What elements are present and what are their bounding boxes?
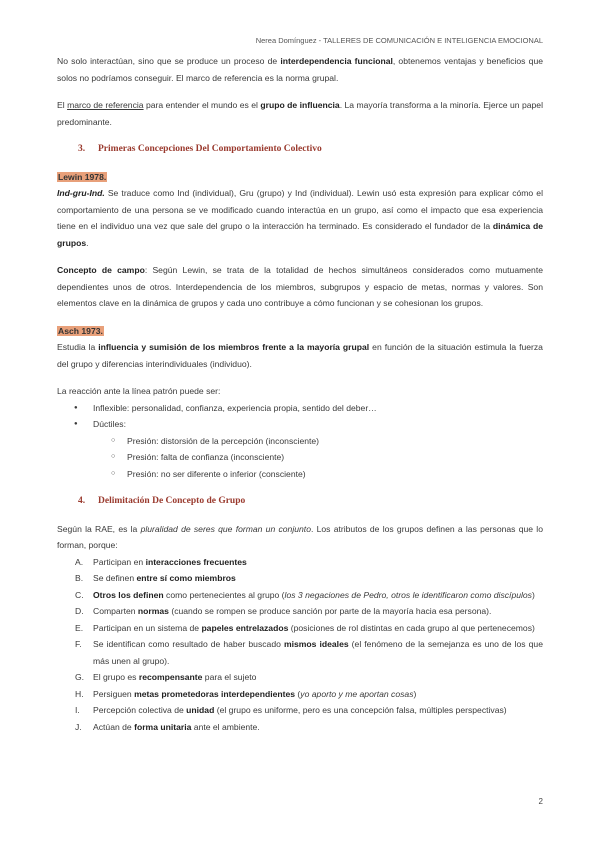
- paragraph-interdependence: No solo interactúan, sino que se produce un proceso de interdependencia funcional, obtenemos ventajas y beneficios que solos no podríamos conseguir. El marco de referencia es la norma grupal.: [57, 56, 543, 83]
- running-header: Nerea Domínguez - TALLERES DE COMUNICACIÓN E INTELIGENCIA EMOCIONAL: [255, 36, 543, 45]
- section-heading-3: 3. Primeras Concepciones Del Comportamiento Colectivo: [78, 144, 322, 154]
- asch-heading: Asch 1973.: [58, 325, 103, 336]
- sublist-item: ○ Presión: falta de confianza (inconsciente): [57, 449, 543, 466]
- list-item: F. Se identifican como resultado de haber buscado mismos ideales (el fenómeno de la semejanza es uno de los que más unen al grupo).: [75, 639, 543, 666]
- page-number: 2: [538, 797, 543, 806]
- reaction-list: [57, 400, 543, 433]
- list-item: H. Persiguen metas prometedoras interdependientes (yo aporto y me aportan cosas): [75, 688, 417, 699]
- list-item: A. Participan en interacciones frecuentes: [75, 556, 247, 567]
- group-attributes-list: [57, 554, 543, 736]
- list-item: E. Participan en un sistema de papeles entrelazados (posiciones de rol distintas en cada grupo al que pertenecemos): [75, 622, 535, 633]
- rae-paragraph: Según la RAE, es la pluralidad de seres que forman un conjunto. Los atributos de los grupos definen a las personas que lo forman, porque:: [57, 523, 543, 550]
- reaction-intro: La reacción ante la línea patrón puede ser:: [57, 386, 221, 396]
- list-item: G. El grupo es recompensante para el sujeto: [75, 672, 257, 682]
- section-heading-4: 4. Delimitación De Concepto de Grupo: [78, 496, 246, 506]
- list-item: B. Se definen entre sí como miembros: [75, 573, 236, 583]
- paragraph-reference-frame: El marco de referencia para entender el mundo es el grupo de influencia. La mayoría transforma a la minoría. Ejerce un papel predominante.: [57, 100, 543, 127]
- lewin-paragraph: Ind-gru-Ind. Se traduce como Ind (individual), Gru (grupo) y Ind (individual). Lewin usó esta expresión para explicar cómo el comportamiento de una persona se ve modificado cuando interactúa en un grupo, así como el impacto que esa experiencia tiene en el individuo una vez que sale del grupo o la interacción ha terminado. Es considerado el fundador de la dinámica de grupos.: [57, 188, 544, 248]
- list-item: ● Dúctiles:: [57, 416, 543, 433]
- list-item: ● Inflexible: personalidad, confianza, experiencia propia, sentido del deber…: [57, 400, 543, 417]
- list-item: C. Otros los definen como pertenecientes al grupo (los 3 negaciones de Pedro, otros le identificaron como discípulos): [75, 589, 535, 600]
- pressure-sublist: [57, 433, 543, 483]
- lewin-heading: Lewin 1978.: [58, 171, 107, 182]
- asch-paragraph: Estudia la influencia y sumisión de los miembros frente a la mayoría grupal en función de la situación estimula la fuerza del grupo y diferencias interindividuales (individuo).: [57, 342, 543, 369]
- sublist-item: ○ Presión: no ser diferente o inferior (consciente): [57, 466, 543, 483]
- sublist-item: ○ Presión: distorsión de la percepción (inconsciente): [57, 433, 543, 450]
- list-item: J. Actúan de forma unitaria ante el ambiente.: [75, 721, 260, 732]
- list-item: I. Percepción colectiva de unidad (el grupo es uniforme, pero es una concepción falsa, múltiples perspectivas): [75, 705, 507, 715]
- field-concept-paragraph: Concepto de campo: Según Lewin, se trata de la totalidad de hechos simultáneos considerados como mutuamente dependientes unos de otros. Interdependencia de los miembros, subgrupos y espacio de metas, normas y valores. Son elementos clave en la dinámica de grupos y cada uno contribuye a cómo funcionan y se cohesionan los grupos.: [57, 265, 543, 308]
- list-item: D. Comparten normas (cuando se rompen se produce sanción por parte de la mayoría hacia esa persona).: [75, 606, 492, 616]
- page-content: [57, 53, 543, 735]
